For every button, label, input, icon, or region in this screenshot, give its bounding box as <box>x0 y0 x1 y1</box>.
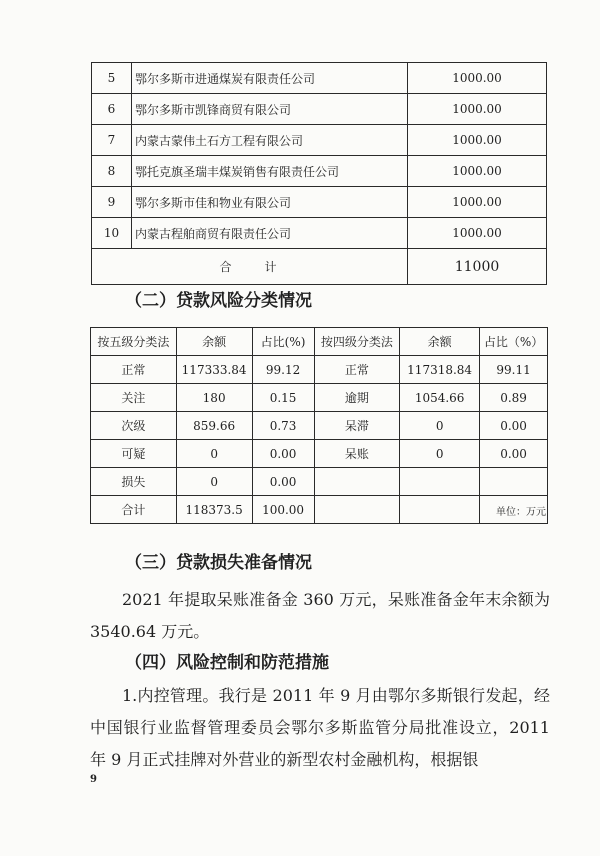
amount: 1000.00 <box>408 94 547 125</box>
table-cell: 100.00 <box>252 496 314 524</box>
company-name: 内蒙古蒙伟土石方工程有限公司 <box>132 125 408 156</box>
table-row <box>91 356 548 384</box>
table-cell <box>480 468 548 496</box>
company-name: 鄂尔多斯市凯锋商贸有限公司 <box>132 94 408 125</box>
amount: 1000.00 <box>408 156 547 187</box>
table-cell: 0 <box>400 440 480 468</box>
table-cell: 0.15 <box>252 384 314 412</box>
table-cell: 0.73 <box>252 412 314 440</box>
table-cell: 0 <box>176 440 252 468</box>
table-row <box>91 440 548 468</box>
row-number: 8 <box>92 156 132 187</box>
table-row <box>91 412 548 440</box>
table-cell: 关注 <box>91 384 177 412</box>
table-cell: 118373.5 <box>176 496 252 524</box>
total-row <box>92 249 547 285</box>
table-cell: 180 <box>176 384 252 412</box>
table-cell: 117333.84 <box>176 356 252 384</box>
table-cell: 117318.84 <box>400 356 480 384</box>
table-cell <box>400 468 480 496</box>
header-cell: 占比（%） <box>480 328 548 356</box>
table-row <box>92 218 547 249</box>
table-cell: 0.00 <box>480 412 548 440</box>
company-name: 鄂尔多斯市佳和物业有限公司 <box>132 187 408 218</box>
total-label: 合 计 <box>92 249 408 285</box>
table-cell: 0.00 <box>252 468 314 496</box>
header-cell: 按五级分类法 <box>91 328 177 356</box>
table-cell <box>314 496 400 524</box>
table-cell: 合计 <box>91 496 177 524</box>
table-row <box>92 125 547 156</box>
table-cell: 逾期 <box>314 384 400 412</box>
unit-note: 单位：万元 <box>496 507 546 518</box>
table-row <box>92 94 547 125</box>
table-cell: 0.00 <box>252 440 314 468</box>
table-cell: 0.00 <box>480 440 548 468</box>
row-number: 9 <box>92 187 132 218</box>
table-cell: 0 <box>400 412 480 440</box>
page-number: 9 <box>90 774 97 785</box>
row-number: 10 <box>92 218 132 249</box>
table-cell: 正常 <box>314 356 400 384</box>
section-heading-provision: （三）贷款损失准备情况 <box>125 553 312 573</box>
table-cell <box>400 496 480 524</box>
header-cell: 占比(%) <box>252 328 314 356</box>
risk-classification-table <box>90 327 548 524</box>
amount: 1000.00 <box>408 125 547 156</box>
company-name: 内蒙古程舶商贸有限责任公司 <box>132 218 408 249</box>
table-row <box>92 187 547 218</box>
control-paragraph: 1.内控管理。我行是 2011 年 9 月由鄂尔多斯银行发起，经中国银行业监督管理委员会鄂尔多斯监管分局批准设立，2011 年 9 月正式挂牌对外营业的新型农村金融机构，根据银 <box>90 686 550 769</box>
table-cell: 99.11 <box>480 356 548 384</box>
table-row <box>92 156 547 187</box>
header-cell: 余额 <box>176 328 252 356</box>
amount: 1000.00 <box>408 63 547 94</box>
row-number: 5 <box>92 63 132 94</box>
table-row <box>91 496 548 524</box>
section-heading-risk: （二）贷款风险分类情况 <box>125 291 312 311</box>
table-cell: 99.12 <box>252 356 314 384</box>
amount: 1000.00 <box>408 187 547 218</box>
table-cell: 可疑 <box>91 440 177 468</box>
table-cell: 0.89 <box>480 384 548 412</box>
table-cell: 1054.66 <box>400 384 480 412</box>
table-row <box>92 63 547 94</box>
table-cell: 859.66 <box>176 412 252 440</box>
table-header-row <box>91 328 548 356</box>
table-row <box>91 384 548 412</box>
row-number: 6 <box>92 94 132 125</box>
provision-paragraph: 2021 年提取呆账准备金 360 万元，呆账准备金年末余额为 3540.64 万元。 <box>90 590 550 641</box>
table-cell: 次级 <box>91 412 177 440</box>
row-number: 7 <box>92 125 132 156</box>
table-cell: 损失 <box>91 468 177 496</box>
header-cell: 按四级分类法 <box>314 328 400 356</box>
company-name: 鄂尔多斯市进通煤炭有限责任公司 <box>132 63 408 94</box>
header-cell: 余额 <box>400 328 480 356</box>
shareholder-table <box>91 62 547 285</box>
table-cell <box>314 468 400 496</box>
table-cell: 正常 <box>91 356 177 384</box>
table-cell: 呆滞 <box>314 412 400 440</box>
table-row <box>91 468 548 496</box>
table-cell: 呆账 <box>314 440 400 468</box>
table-cell: 0 <box>176 468 252 496</box>
amount: 1000.00 <box>408 218 547 249</box>
total-value: 11000 <box>408 249 547 285</box>
company-name: 鄂托克旗圣瑞丰煤炭销售有限责任公司 <box>132 156 408 187</box>
section-heading-control: （四）风险控制和防范措施 <box>125 653 329 673</box>
